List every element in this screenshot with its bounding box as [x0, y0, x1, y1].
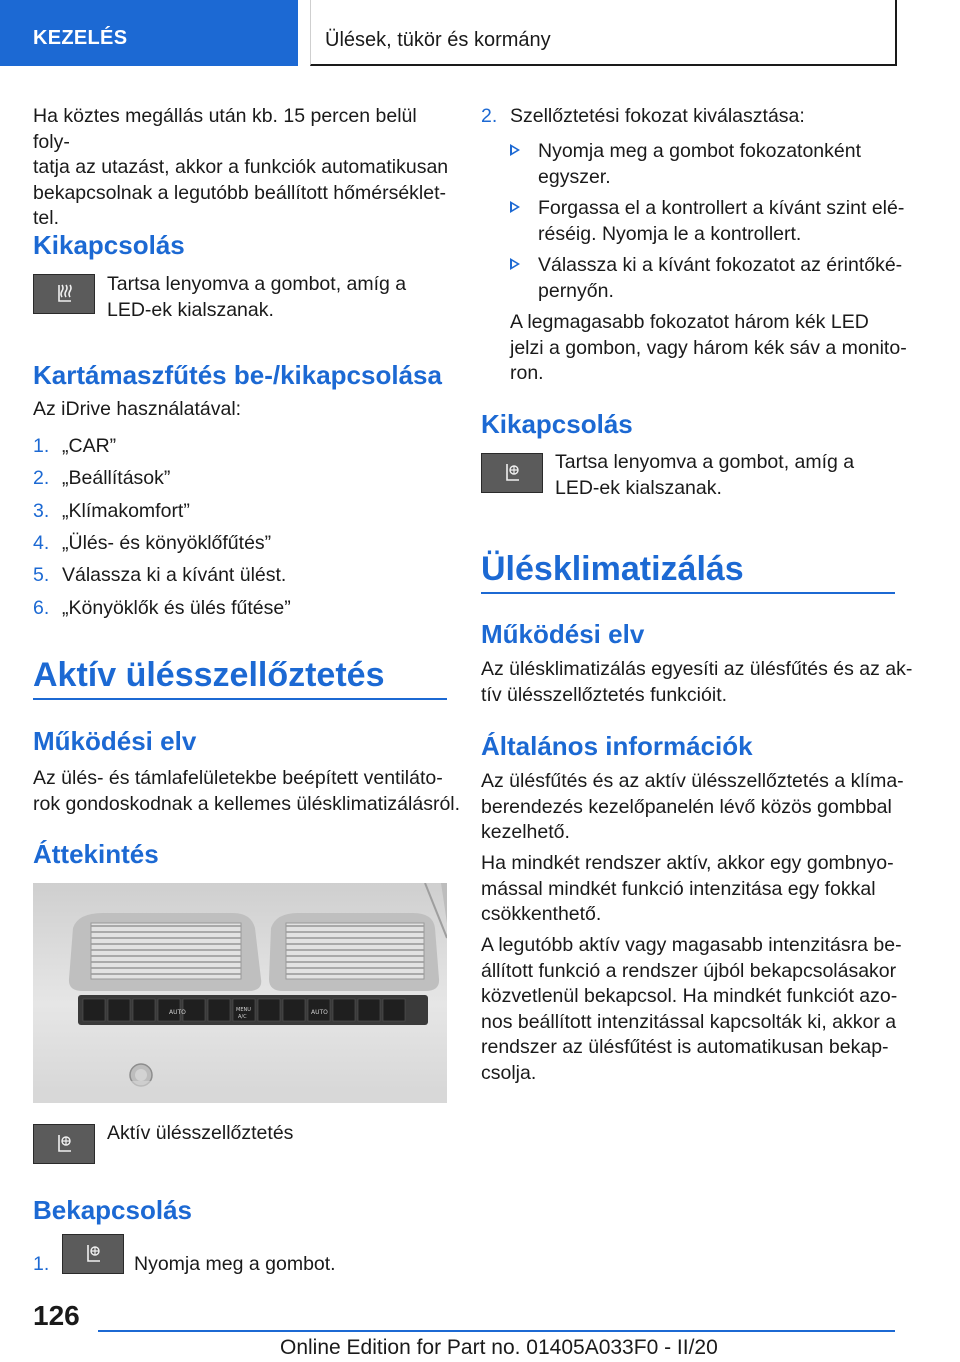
list-text: „Könyöklők és ülés fűtése” — [62, 597, 291, 619]
principle-text-right — [481, 657, 912, 708]
chapter-title: Ülések, tükör és kormány — [325, 29, 551, 51]
photo-button-menu: MENU — [236, 1007, 251, 1013]
heading-switch-on: Bekapcsolás — [33, 1195, 192, 1225]
intro-line: tatja az utazást, akkor a funkciók automatikusan — [33, 156, 449, 178]
icon-caption: Aktív ülésszellőztetés — [107, 1122, 294, 1144]
text-line: Az ülésfűtés és az aktív ülésszellőztetés a klíma- — [481, 770, 904, 792]
heading-principle-left: Működési elv — [33, 726, 197, 756]
text-line: réséig. Nyomja le a kontrollert. — [538, 222, 802, 245]
heading-seat-climate: Ülésklimatizálás — [481, 550, 744, 588]
seat-ventilation-button-icon — [33, 1124, 95, 1164]
triangle-bullet-icon — [510, 201, 520, 213]
heading-off-right: Kikapcsolás — [481, 409, 633, 439]
text-line: Nyomja meg a gombot fokozatonként — [538, 140, 862, 162]
page-number: 126 — [33, 1300, 80, 1331]
text-line: csolja. — [481, 1061, 537, 1084]
text-line: rendszer az ülésfűtést is automatikusan bekap- — [481, 1036, 889, 1058]
text-line: Tartsa lenyomva a gombot, amíg a — [555, 451, 855, 473]
seat-heating-button-icon — [33, 274, 95, 314]
photo-button-auto-right: AUTO — [311, 1009, 328, 1016]
text-line: berendezés kezelőpanelén lévő közös gombbal — [481, 795, 892, 818]
sub-list-text — [538, 253, 902, 304]
sub-list-text — [538, 196, 904, 247]
list-number: 6. — [33, 597, 50, 619]
heading-rule — [481, 592, 895, 594]
text-line: kezelhető. — [481, 821, 570, 843]
list-text: Szellőztetési fokozat kiválasztása: — [510, 105, 805, 127]
general-paragraph-3 — [481, 933, 902, 1086]
heading-overview: Áttekintés — [33, 839, 159, 869]
text-line: Válassza ki a kívánt fokozatot az érintőké- — [538, 254, 903, 276]
heading-rule — [33, 698, 447, 700]
list-text: „Beállítások” — [62, 467, 171, 489]
general-paragraph-2 — [481, 851, 894, 928]
text-line: mással mindkét funkció intenzitása egy fokkal — [481, 877, 876, 900]
photo-button-ac: A/C — [238, 1014, 247, 1020]
heading-general-info: Általános információk — [481, 731, 753, 761]
text-line: A legmagasabb fokozatot három kék LED — [510, 311, 869, 333]
text-line: tív ülésszellőztetés funkcióit. — [481, 683, 728, 706]
intro-paragraph — [33, 104, 453, 232]
list-number: 3. — [33, 500, 50, 522]
text-line: Az ülésklimatizálás egyesíti az ülésfűtés és az ak- — [481, 658, 913, 680]
seat-ventilation-button-icon — [481, 453, 543, 493]
heading-armrest-heating: Kartámaszfűtés be-/kikapcsolása — [33, 360, 442, 390]
text-line: Az ülés- és támlafelületekbe beépített ventiláto- — [33, 767, 443, 789]
chapter-title-tab — [310, 0, 897, 66]
heading-principle-right: Működési elv — [481, 619, 645, 649]
heading-off-left: Kikapcsolás — [33, 230, 185, 260]
text-line: állított funkció a rendszer újból bekapcsolásakor — [481, 959, 897, 982]
page-header — [0, 0, 960, 66]
text-line: Forgassa el a kontrollert a kívánt szint elé- — [538, 197, 905, 219]
list-number: 5. — [33, 564, 50, 586]
triangle-bullet-icon — [510, 144, 520, 156]
list-number: 1. — [33, 435, 50, 457]
list-text: „CAR” — [62, 435, 117, 457]
list-text: Válassza ki a kívánt ülést. — [62, 564, 287, 586]
text-line: közvetlenül bekapcsol. Ha mindkét funkciót azo- — [481, 985, 898, 1007]
text-line: csökkenthető. — [481, 903, 602, 925]
text-line: Tartsa lenyomva a gombot, amíg a — [107, 273, 407, 295]
text-line: rok gondoskodnak a kellemes ülésklimatizálásról. — [33, 792, 461, 815]
list-number: 2. — [481, 105, 498, 127]
edition-footer: Online Edition for Part no. 01405A033F0 - II/20 — [280, 1336, 718, 1359]
triangle-bullet-icon — [510, 258, 520, 270]
off-instructions-right — [555, 450, 854, 501]
list-text: „Ülés- és könyöklőfűtés” — [62, 532, 272, 554]
general-paragraph-1 — [481, 769, 904, 846]
list-number: 2. — [33, 467, 50, 489]
intro-line: tel. — [33, 207, 60, 229]
text-line: jelzi a gombon, vagy három kék sáv a monito- — [510, 336, 907, 359]
intro-line: bekapcsolnak a legutóbb beállított hőmérséklet- — [33, 181, 447, 204]
led-paragraph — [510, 310, 907, 387]
principle-text-left — [33, 766, 460, 817]
text-line: ron. — [510, 362, 544, 384]
control-panel-photo — [33, 883, 447, 1103]
section-label: KEZELÉS — [33, 27, 128, 49]
photo-button-auto: AUTO — [169, 1009, 186, 1016]
list-number: 1. — [33, 1253, 50, 1275]
heading-active-ventilation: Aktív ülésszellőztetés — [33, 656, 385, 694]
text-line: LED-ek kialszanak. — [555, 476, 722, 499]
sub-list-text — [538, 139, 861, 190]
seat-ventilation-button-icon — [62, 1234, 124, 1274]
list-number: 4. — [33, 532, 50, 554]
intro-line: Ha köztes megállás után kb. 15 percen belül foly- — [33, 105, 417, 153]
list-text: „Klímakomfort” — [62, 500, 190, 522]
text-line: pernyőn. — [538, 279, 614, 302]
section-tab — [0, 0, 298, 66]
armrest-intro: Az iDrive használatával: — [33, 398, 242, 420]
footer-rule — [98, 1330, 895, 1332]
text-line: Ha mindkét rendszer aktív, akkor egy gombnyo- — [481, 852, 894, 874]
text-line: nos beállított intenzitással kapcsolták ki, akkor a — [481, 1010, 897, 1033]
text-line: LED-ek kialszanak. — [107, 298, 274, 321]
off-instructions-left — [107, 272, 406, 323]
text-line: A legutóbb aktív vagy magasabb intenzitásra be- — [481, 934, 902, 956]
text-line: egyszer. — [538, 165, 611, 188]
on-step-text: Nyomja meg a gombot. — [134, 1253, 336, 1275]
